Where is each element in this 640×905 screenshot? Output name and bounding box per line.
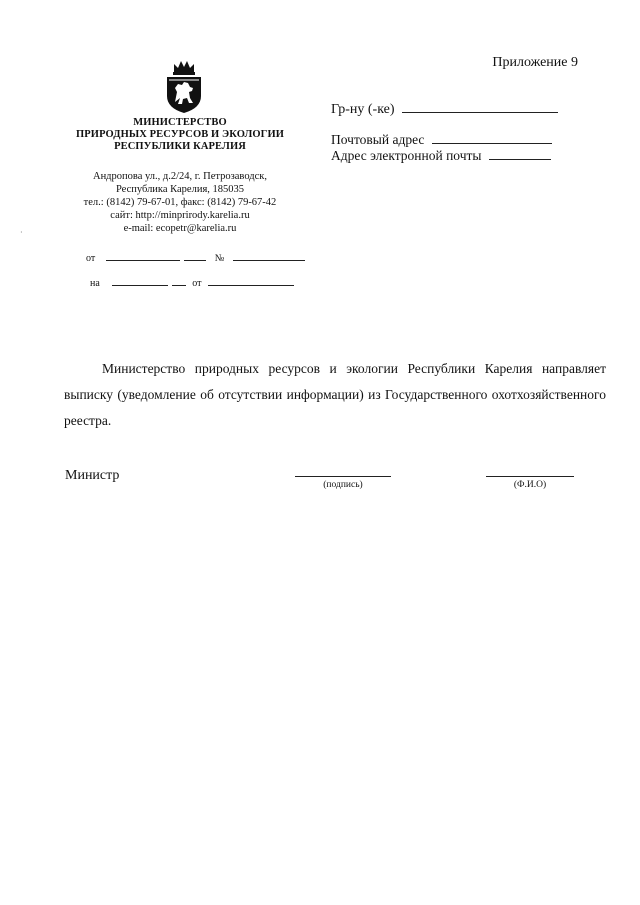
incoming-date-blank[interactable]: [208, 275, 294, 286]
number-label: №: [214, 253, 225, 264]
name-field: [486, 476, 574, 490]
signature-line[interactable]: [295, 476, 391, 477]
email-address-line: [331, 148, 551, 164]
postal-address-line: [331, 132, 552, 148]
citizen-label: Гр-ну (-ке): [331, 102, 395, 117]
org-name-line3: РЕСПУБЛИКИ КАРЕЛИЯ: [114, 141, 246, 152]
body-paragraph: Министерство природных ресурсов и экологии Республики Карелия направляет выписку (уведомление об отсутствии информации) из Государственного охотхозяйственного реестра.: [64, 361, 606, 428]
date-blank[interactable]: [106, 250, 180, 261]
signature-caption: (подпись): [323, 480, 363, 490]
org-name-line2: ПРИРОДНЫХ РЕСУРСОВ И ЭКОЛОГИИ: [76, 129, 284, 140]
name-line[interactable]: [486, 476, 574, 477]
from-label: от: [86, 253, 96, 264]
organization-contacts: [60, 170, 300, 235]
site-line: сайт: http://minprirody.karelia.ru: [110, 210, 250, 221]
organization-name: [60, 117, 300, 153]
scan-mark: ·: [20, 228, 23, 237]
on-from-label: от: [192, 278, 202, 289]
incoming-number-blank-tail[interactable]: [172, 275, 186, 286]
address-line2: Республика Карелия, 185035: [115, 184, 245, 195]
postal-address-blank[interactable]: [432, 132, 552, 144]
position-title: Министр: [65, 468, 120, 483]
recipient-line: [331, 100, 558, 118]
signature-field: [295, 476, 391, 490]
email-address-blank[interactable]: [489, 148, 551, 160]
on-label: на: [90, 278, 100, 289]
number-blank[interactable]: [233, 250, 305, 261]
phone-line: тел.: (8142) 79-67-01, факс: (8142) 79-67-42: [83, 197, 277, 208]
email-label: Адрес электронной почты: [331, 148, 482, 163]
address-line1: Андропова ул., д.2/24, г. Петрозаводск,: [92, 171, 267, 182]
name-caption: (Ф.И.О): [513, 480, 547, 490]
outgoing-reference: [86, 250, 305, 264]
date-blank-tail[interactable]: [184, 250, 206, 261]
incoming-reference: [90, 275, 294, 289]
letter-body: [64, 356, 606, 434]
email-line: e-mail: ecopetr@karelia.ru: [123, 223, 237, 234]
incoming-number-blank[interactable]: [112, 275, 168, 286]
org-name-line1: МИНИСТЕРСТВО: [133, 117, 227, 128]
postal-label: Почтовый адрес: [331, 132, 425, 147]
karelia-coat-of-arms-icon: [163, 58, 205, 114]
citizen-name-blank[interactable]: [402, 100, 558, 113]
appendix-label: Приложение 9: [492, 55, 578, 70]
